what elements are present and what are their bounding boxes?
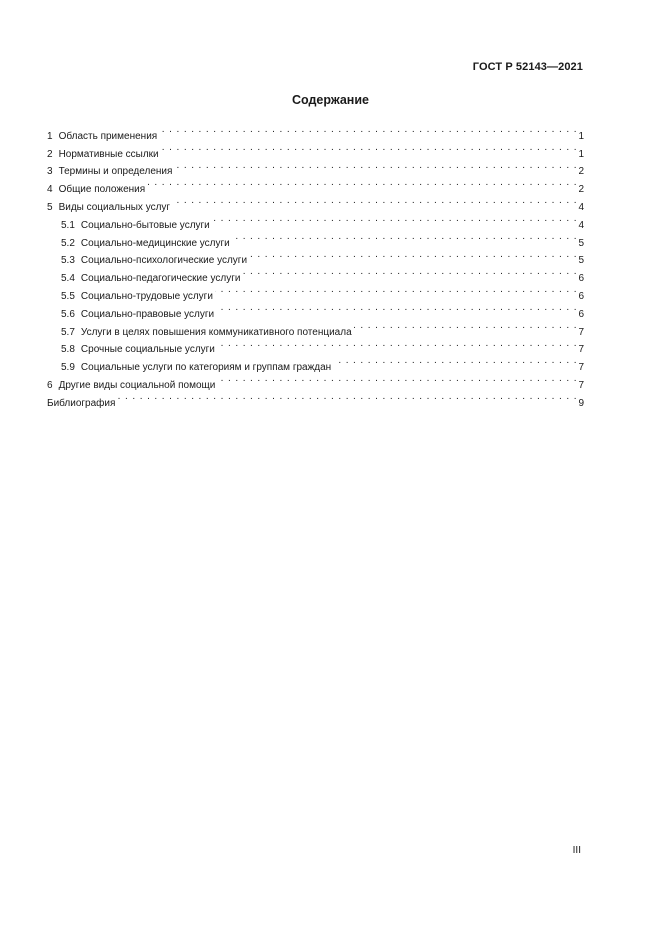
toc-dot-leader: [333, 352, 577, 370]
toc-entry-number: 5.7: [61, 326, 75, 338]
toc-entry-page: 1: [578, 148, 584, 160]
toc-entry-page: 5: [578, 237, 584, 249]
toc-entry-label: Социально-психологические услуги: [80, 255, 248, 267]
toc-entry-page: 7: [578, 326, 584, 338]
toc-entry-page: 7: [578, 362, 584, 374]
toc-dot-leader: [249, 246, 577, 264]
toc-dot-leader: [354, 317, 578, 335]
toc-dot-leader: [217, 335, 578, 353]
toc-entry-number: 4: [47, 184, 53, 196]
toc-entry-number: 5.6: [61, 308, 75, 320]
toc-entry-number: 5.9: [61, 362, 75, 374]
toc-entry-label: Термины и определения: [58, 166, 173, 178]
toc-entry-number: 5.8: [61, 344, 75, 356]
toc-entry-label: Социально-правовые услуги: [80, 308, 215, 320]
toc-dot-leader: [117, 388, 577, 406]
toc-dot-leader: [242, 263, 577, 281]
toc-entry-page: 6: [578, 290, 584, 302]
toc-entry-page: 1: [578, 130, 584, 142]
toc-entry-label: Срочные социальные услуги: [80, 344, 215, 356]
toc-entry-number: 3: [47, 166, 53, 178]
toc-entry-label: Социально-педагогические услуги: [80, 273, 241, 285]
toc-entry-label: Другие виды социальной помощи: [58, 379, 216, 391]
toc-entry-label: Социальные услуги по категориям и группам граждан: [80, 362, 332, 374]
toc-entry-number: 5.3: [61, 255, 75, 267]
toc-entry-page: 7: [578, 344, 584, 356]
toc-entry-page: 7: [578, 379, 584, 391]
toc-entry-label: Социально-медицинские услуги: [80, 237, 230, 249]
toc-entry-number: 5: [47, 201, 53, 213]
toc-entry-label: Область применения: [58, 130, 158, 142]
toc-dot-leader: [147, 174, 577, 192]
toc-entry-number: 6: [47, 379, 53, 391]
toc-entry-page: 6: [578, 308, 584, 320]
toc-entry-page: 6: [578, 273, 584, 285]
toc-dot-leader: [161, 139, 578, 157]
toc-entry-number: 5.4: [61, 273, 75, 285]
toc-entry-number: 2: [47, 148, 53, 160]
toc-entry-number: 5.1: [61, 219, 75, 231]
toc-dot-leader: [172, 192, 577, 210]
toc-entry-page: 4: [578, 219, 584, 231]
page-number: III: [572, 845, 581, 856]
toc-entry-label: Общие положения: [58, 184, 146, 196]
toc-entry-number: 5.5: [61, 290, 75, 302]
toc-dot-leader: [216, 299, 577, 317]
toc-entry-page: 4: [578, 201, 584, 213]
toc-entry[interactable]: [47, 121, 584, 142]
toc-dot-leader: [212, 210, 578, 228]
toc-dot-leader: [174, 157, 577, 175]
toc-entry-page: 5: [578, 255, 584, 267]
toc-entry-page: 9: [578, 397, 584, 409]
toc-entry-label: Социально-трудовые услуги: [80, 290, 213, 302]
toc-entry-label: Услуги в целях повышения коммуникативного потенциала: [80, 326, 352, 338]
toc-title: Содержание: [291, 93, 369, 107]
toc-dot-leader: [232, 228, 578, 246]
toc-dot-leader: [159, 121, 577, 139]
toc-dot-leader: [217, 370, 577, 388]
toc-entry-label: Нормативные ссылки: [58, 148, 159, 160]
toc-entry-page: 2: [578, 184, 584, 196]
toc-entry-page: 2: [578, 166, 584, 178]
toc-dot-leader: [215, 281, 578, 299]
toc-entry-number: 5.2: [61, 237, 75, 249]
standard-code-header: ГОСТ Р 52143—2021: [472, 61, 583, 73]
toc-entry-number: 1: [47, 130, 53, 142]
toc-entry-label: Социально-бытовые услуги: [80, 219, 210, 231]
toc-entry-label: Библиография: [47, 397, 116, 409]
toc-entry[interactable]: [47, 388, 584, 409]
toc-entry-label: Виды социальных услуг: [58, 201, 171, 213]
table-of-contents: [47, 121, 584, 409]
